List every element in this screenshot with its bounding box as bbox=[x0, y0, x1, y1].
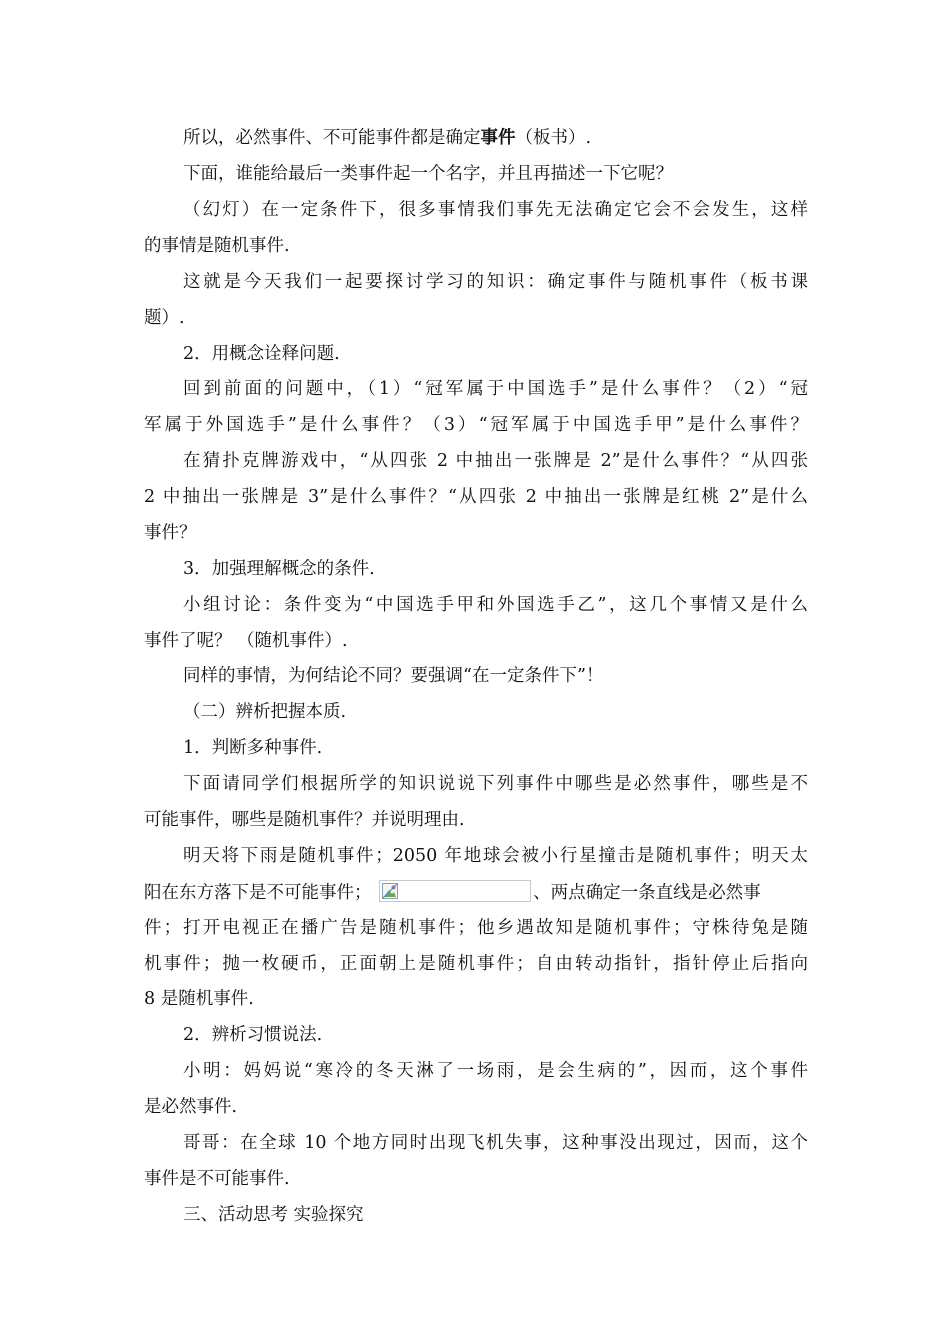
section-heading: 3．加强理解概念的条件. bbox=[183, 559, 375, 579]
paragraph-line: 同样的事情，为何结论不同？要强调“在一定条件下”！ bbox=[183, 666, 604, 686]
bold-term: 事件 bbox=[480, 128, 516, 148]
section-heading: （二）辨析把握本质. bbox=[183, 702, 347, 722]
paragraph-line: 件；打开电视正在播广告是随机事件；他乡遇故知是随机事件；守株待兔是随 bbox=[144, 918, 808, 938]
section-heading: 2．辨析习惯说法. bbox=[183, 1025, 323, 1045]
paragraph-line: 事件是不可能事件. bbox=[144, 1169, 290, 1189]
paragraph-line: 军属于外国选手”是什么事件？（3）“冠军属于中国选手甲”是什么事件？ bbox=[144, 415, 808, 435]
paragraph-line: 可能事件，哪些是随机事件？并说明理由. bbox=[144, 810, 465, 830]
paragraph-line: 事件了呢？ （随机事件）. bbox=[144, 631, 348, 651]
paragraph-line: 是必然事件. bbox=[144, 1097, 238, 1117]
paragraph-line: （幻灯）在一定条件下，很多事情我们事先无法确定它会不会发生，这样 bbox=[183, 200, 808, 220]
paragraph-line: 小组讨论：条件变为“中国选手甲和外国选手乙”，这几个事情又是什么 bbox=[183, 595, 808, 615]
inline-image-placeholder bbox=[379, 880, 531, 902]
paragraph-line: 题）. bbox=[144, 308, 185, 328]
section-heading: 三、活动思考 实验探究 bbox=[183, 1205, 364, 1225]
paragraph-line: 所以，必然事件、不可能事件都是确定事件（板书）. bbox=[183, 128, 592, 148]
paragraph-line: 回到前面的问题中，（1）“冠军属于中国选手”是什么事件？（2）“冠 bbox=[183, 379, 808, 399]
paragraph-line: 哥哥：在全球 10 个地方同时出现飞机失事，这种事没出现过，因而，这个 bbox=[183, 1133, 808, 1153]
broken-image-icon bbox=[382, 883, 398, 899]
paragraph-line: 的事情是随机事件. bbox=[144, 236, 290, 256]
paragraph-line: 事件？ bbox=[144, 523, 197, 543]
paragraph-line: 机事件；抛一枚硬币，正面朝上是随机事件；自由转动指针，指针停止后指向 bbox=[144, 954, 808, 974]
paragraph-line: 阳在东方落下是不可能事件； 、两点确定一条直线是必然事 bbox=[144, 880, 808, 904]
paragraph-line: 小明：妈妈说“寒冷的冬天淋了一场雨，是会生病的”，因而，这个事件 bbox=[183, 1061, 808, 1081]
paragraph-line: 在猜扑克牌游戏中，“从四张 2 中抽出一张牌是 2”是什么事件？“从四张 bbox=[183, 451, 808, 471]
paragraph-line: 明天将下雨是随机事件；2050 年地球会被小行星撞击是随机事件；明天太 bbox=[183, 846, 808, 866]
paragraph-line: 这就是今天我们一起要探讨学习的知识：确定事件与随机事件（板书课 bbox=[183, 272, 808, 292]
paragraph-line: 2 中抽出一张牌是 3”是什么事件？“从四张 2 中抽出一张牌是红桃 2”是什么 bbox=[144, 487, 808, 507]
section-heading: 2．用概念诠释问题. bbox=[183, 344, 340, 364]
section-heading: 1．判断多种事件. bbox=[183, 738, 323, 758]
paragraph-line: 下面，谁能给最后一类事件起一个名字，并且再描述一下它呢？ bbox=[183, 164, 673, 184]
paragraph-line: 8 是随机事件. bbox=[144, 989, 254, 1009]
paragraph-line: 下面请同学们根据所学的知识说说下列事件中哪些是必然事件，哪些是不 bbox=[183, 774, 808, 794]
